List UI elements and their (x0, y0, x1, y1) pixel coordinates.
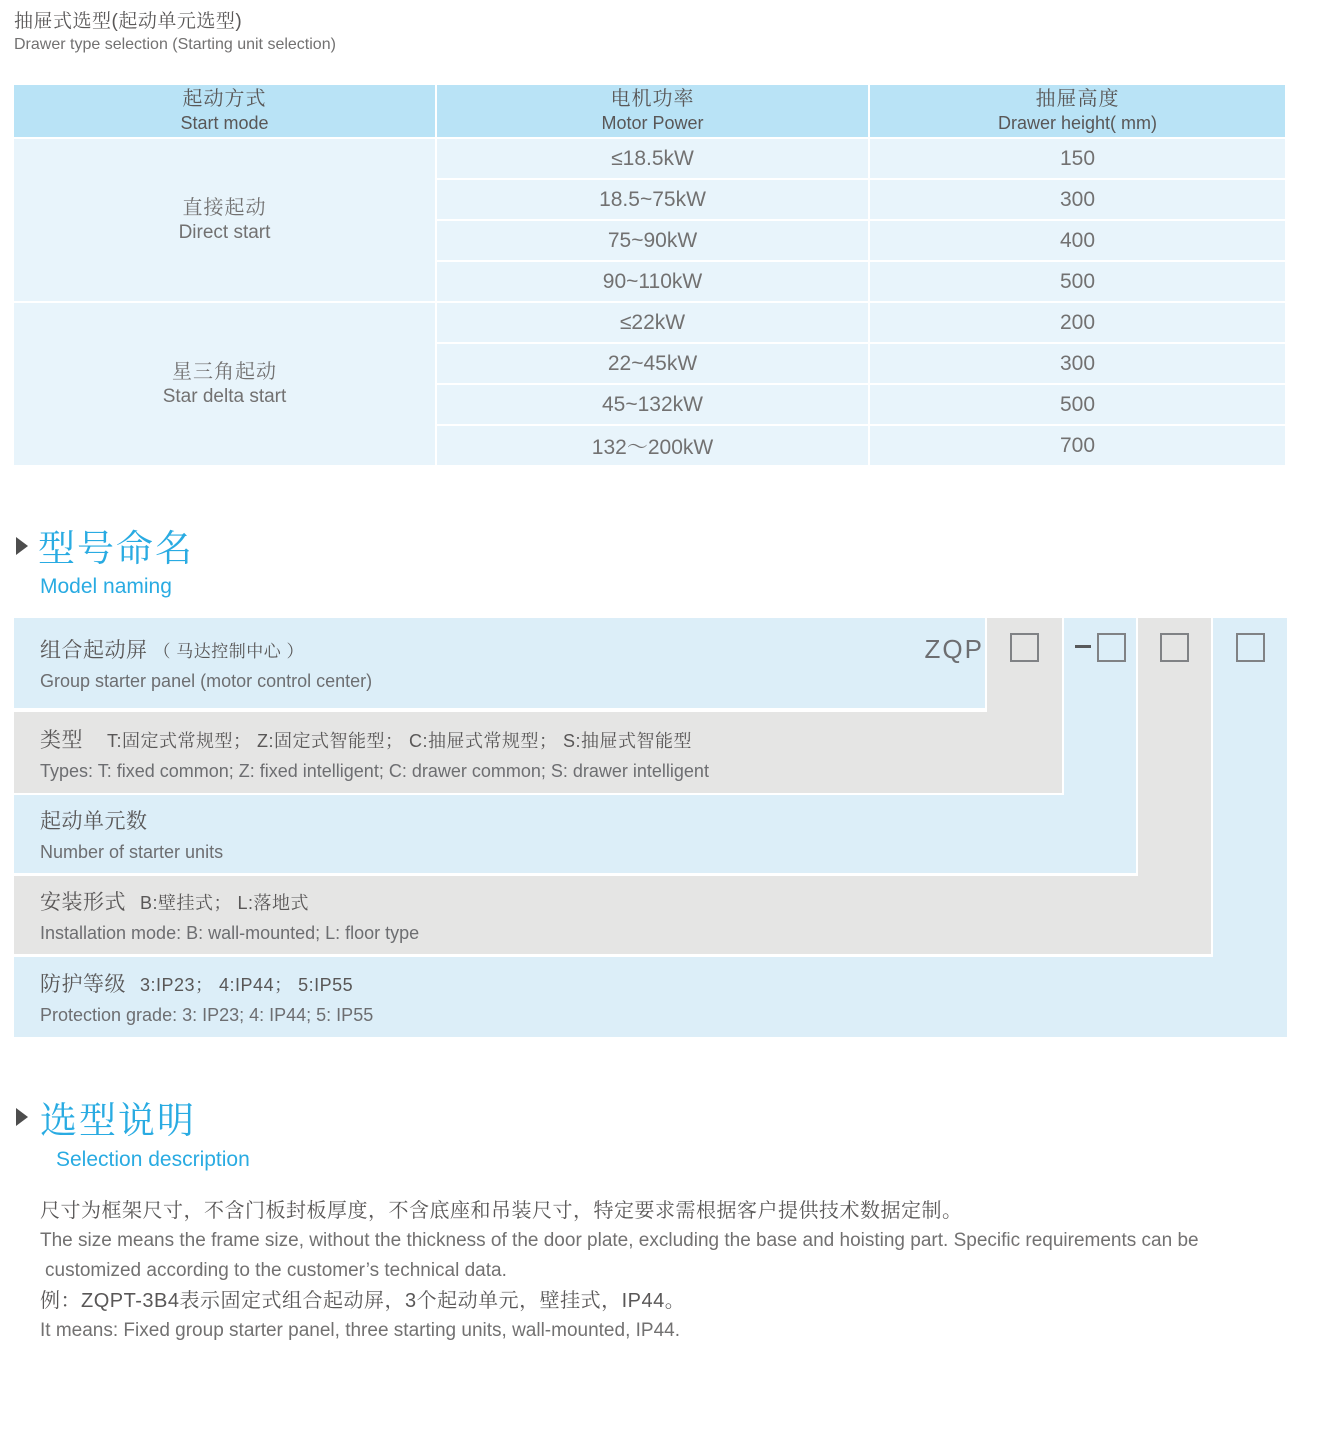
description-line: The size means the frame size, without the thickness of the door plate, excluding the base and hoisting part. Specific requirements can be (40, 1230, 1199, 1251)
code-box-icon (1010, 633, 1039, 662)
model-naming-diagram (14, 618, 1287, 1037)
dash-icon (1075, 645, 1091, 648)
table-cell-height: 500 (870, 262, 1285, 301)
section-title-selection-description: 选型说明 (40, 1100, 196, 1141)
model-prefix: ZQP (924, 634, 984, 664)
column-header-start-mode (14, 85, 435, 137)
header-label-cn: 电机功率 (610, 88, 695, 111)
row-label-en: Group starter panel (motor control center) (40, 671, 373, 691)
description-line: customized according to the customer’s technical data. (45, 1260, 507, 1281)
diagram-row-starter-units (14, 795, 1136, 873)
section-subtitle-model-naming: Model naming (40, 575, 172, 598)
column-header-drawer-height (870, 85, 1285, 137)
table-cell-height: 400 (870, 221, 1285, 260)
description-line: 例：ZQPT-3B4表示固定式组合起动屏，3个起动单元，壁挂式，IP44。 (40, 1290, 686, 1312)
row-detail-cn: （ 马达控制中心 ） (153, 642, 304, 661)
table-cell-power: 90~110kW (437, 262, 868, 301)
table-cell-power: 45~132kW (437, 385, 868, 424)
table-cell-power: 75~90kW (437, 221, 868, 260)
table-cell-power: 132～200kW (437, 426, 868, 465)
column-header-motor-power (437, 85, 868, 137)
code-box-icon (1236, 633, 1265, 662)
mode-label-cn: 直接起动 (182, 196, 267, 219)
code-column-protection (1213, 618, 1287, 1037)
row-detail-cn: 3:IP23； 4:IP44； 5:IP55 (140, 975, 354, 995)
header-label-en: Drawer height( mm) (997, 113, 1158, 134)
description-line: 尺寸为框架尺寸，不含门板封板厚度，不含底座和吊装尺寸，特定要求需根据客户提供技术数据定制。 (40, 1200, 963, 1222)
section-subtitle-selection-description: Selection description (56, 1148, 250, 1171)
table-cell-height: 200 (870, 303, 1285, 342)
mode-label-cn: 星三角起动 (172, 360, 277, 383)
row-detail-cn: T:固定式常规型； Z:固定式智能型； C:抽屉式常规型； S:抽屉式智能型 (107, 730, 693, 751)
code-column-installation (1138, 618, 1211, 954)
section-marker-icon (16, 537, 28, 555)
code-column-units (1064, 618, 1136, 873)
drawer-selection-table (14, 85, 1285, 465)
table-cell-height: 150 (870, 139, 1285, 178)
table-cell-mode-star-delta (14, 303, 435, 465)
row-label-en: Number of starter units (40, 842, 224, 862)
row-label-en: Installation mode: B: wall-mounted; L: floor type (40, 923, 420, 943)
table-cell-power: ≤22kW (437, 303, 868, 342)
section-marker-icon (16, 1108, 28, 1126)
row-label-cn: 防护等级 (40, 973, 126, 996)
header-label-en: Motor Power (601, 113, 704, 134)
diagram-row-protection-grade (14, 957, 1287, 1037)
row-label-cn: 安装形式 (40, 891, 126, 914)
row-label-en: Types: T: fixed common; Z: fixed intelligent; C: drawer common; S: drawer intelligent (40, 760, 709, 781)
table-cell-power: 22~45kW (437, 344, 868, 383)
table-cell-height: 300 (870, 344, 1285, 383)
description-line: It means: Fixed group starter panel, three starting units, wall-mounted, IP44. (40, 1320, 680, 1341)
selection-description-text (40, 1196, 1295, 1346)
table-cell-mode-direct-start (14, 139, 435, 301)
table-cell-height: 700 (870, 426, 1285, 465)
row-label-cn: 组合起动屏 (40, 639, 148, 662)
diagram-row-installation-mode (14, 876, 1211, 954)
diagram-row-group-starter-panel (14, 618, 985, 708)
table-cell-height: 500 (870, 385, 1285, 424)
table-cell-height: 300 (870, 180, 1285, 219)
mode-label-en: Star delta start (162, 385, 287, 407)
row-label-cn: 类型 (40, 728, 83, 752)
header-label-en: Start mode (180, 113, 269, 134)
page-title-cn: 抽屉式选型(起动单元选型) (14, 11, 243, 32)
code-box-icon (1097, 633, 1126, 662)
code-column-type (987, 618, 1062, 793)
header-label-cn: 抽屉高度 (1035, 88, 1120, 111)
table-cell-power: 18.5~75kW (437, 180, 868, 219)
table-cell-power: ≤18.5kW (437, 139, 868, 178)
mode-label-en: Direct start (178, 221, 271, 243)
code-box-icon (1160, 633, 1189, 662)
diagram-row-types (14, 712, 1062, 793)
row-label-cn: 起动单元数 (40, 810, 148, 833)
section-title-model-naming: 型号命名 (38, 528, 194, 569)
header-label-cn: 起动方式 (182, 88, 267, 111)
row-detail-cn: B:壁挂式； L:落地式 (140, 893, 310, 913)
page-title-en: Drawer type selection (Starting unit selection) (14, 36, 336, 53)
row-label-en: Protection grade: 3: IP23; 4: IP44; 5: IP55 (40, 1005, 374, 1025)
